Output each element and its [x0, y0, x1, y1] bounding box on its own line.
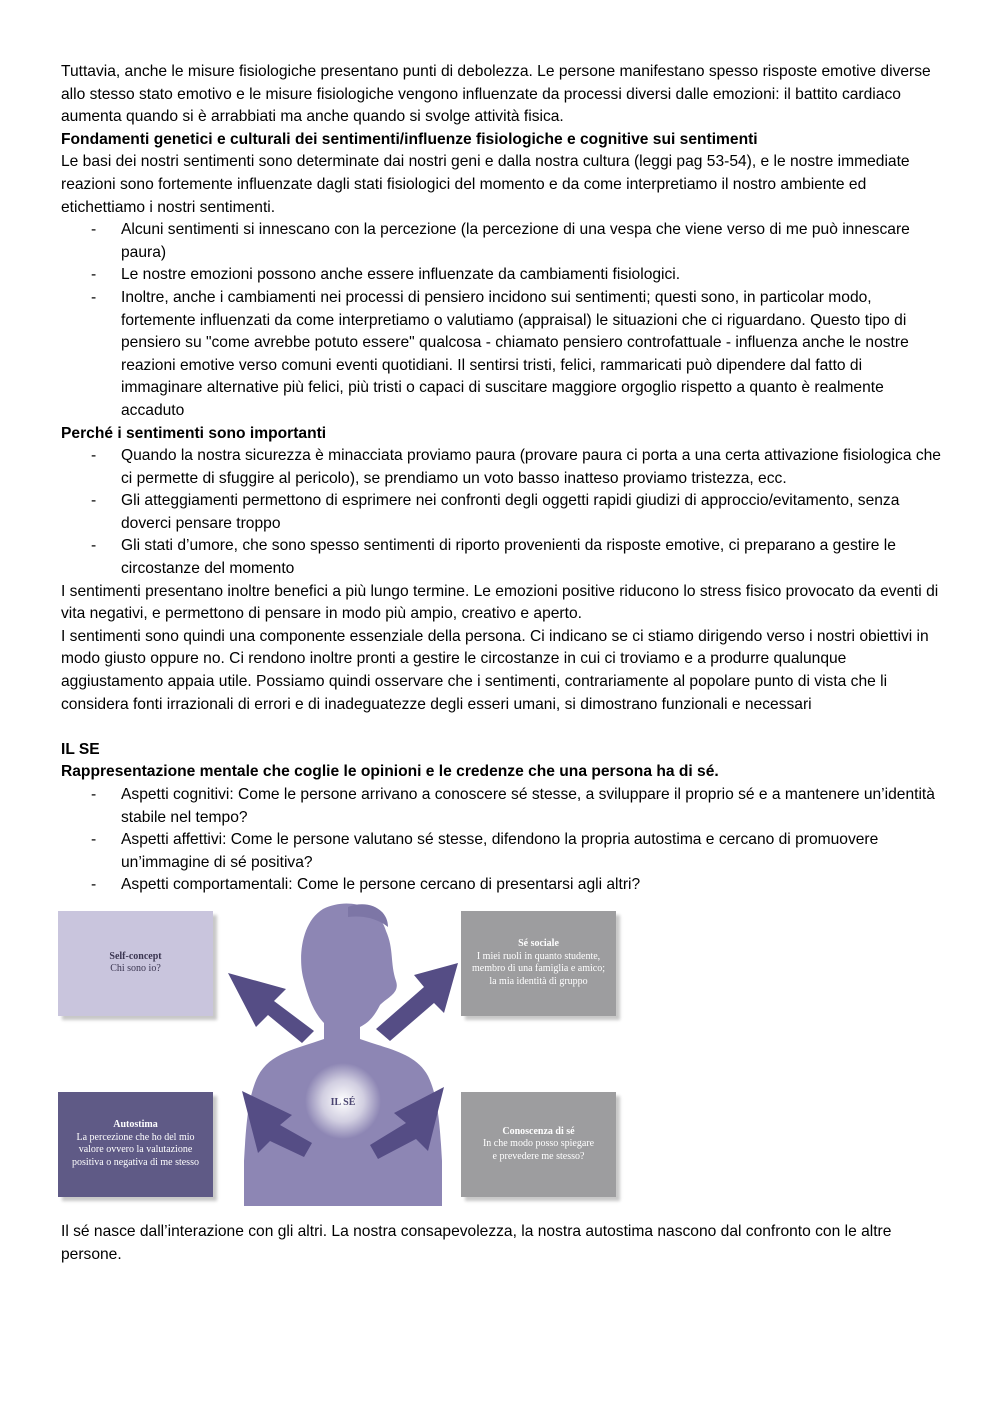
list-fondamenti — [61, 219, 941, 422]
box-title: Autostima — [113, 1119, 158, 1131]
box-text: La percezione che ho del mio — [76, 1131, 195, 1143]
box-text: I miei ruoli in quanto studente, — [476, 950, 601, 962]
box-text: positiva o negativa di me stesso — [72, 1156, 199, 1168]
person-silhouette — [244, 904, 442, 1206]
box-text: membro di una famiglia e amico; — [471, 963, 605, 975]
box-text: valore ovvero la valutazione — [78, 1144, 193, 1156]
heading-il-se: IL SE — [61, 740, 100, 758]
document-page — [61, 61, 941, 1266]
box-text: e prevedere me stesso? — [492, 1150, 585, 1162]
list-importanti — [61, 445, 941, 581]
list-item: - Alcuni sentimenti si innescano con la percezione (la percezione di una vespa che viene verso di me può innescare paura) — [61, 219, 941, 264]
heading-importanti: Perché i sentimenti sono importanti — [61, 424, 327, 442]
intro-paragraph: Tuttavia, anche le misure fisiologiche presentano punti di debolezza. Le persone manifestano spesso risposte emotive diverse allo stesso stato emotivo e le misure fisiologiche vengono influenzate da processi diversi dalle emozioni: il battito cardiaco aumenta quando si è arrabbiati ma anche quando si svolge attività fisica. — [61, 63, 931, 126]
heading-rappresentazione: Rappresentazione mentale che coglie le opinioni e le credenze che una persona ha di sé. — [61, 763, 719, 781]
box-title: Sé sociale — [518, 938, 559, 950]
box-text: la mia identità di gruppo — [489, 975, 588, 987]
list-aspetti-se — [61, 784, 941, 897]
box-text: Chi sono io? — [110, 963, 161, 975]
box-se-sociale — [461, 911, 616, 1016]
box-autostima — [58, 1092, 213, 1197]
paragraph-benefici: I sentimenti presentano inoltre benefici a più lungo termine. Le emozioni positive riducono lo stress fisico provocato da eventi di vita negativi, e permettono di pensare in modo più ampio, creativo e aperto. — [61, 582, 939, 623]
list-item: - Aspetti cognitivi: Come le persone arrivano a conoscere sé stesse, a sviluppare il proprio sé e a mantenere un’identità stabile nel tempo? — [61, 784, 941, 829]
list-item: - Gli stati d’umore, che sono spesso sentimenti di riporto provenienti da risposte emotive, ci preparano a gestire le circostanze del momento — [61, 535, 941, 580]
list-item: - Quando la nostra sicurezza è minacciata proviamo paura (provare paura ci porta a una certa attivazione fisiologica che ci permette di sfuggire al pericolo), se prendiamo un voto basso inatteso proviamo tristezza, ecc. — [61, 445, 941, 490]
spacer — [61, 716, 941, 739]
center-label: IL SÉ — [330, 1096, 356, 1108]
list-item: - Le nostre emozioni possono anche essere influenzate da cambiamenti fisiologici. — [61, 264, 941, 287]
arrow-top-left — [228, 973, 314, 1043]
paragraph-nasce: Il sé nasce dall’interazione con gli altri. La nostra consapevolezza, la nostra autostima nascono dal confronto con le altre persone. — [61, 1222, 892, 1263]
heading-fondamenti: Fondamenti genetici e culturali dei sentimenti/influenze fisiologiche e cognitive sui sentimenti — [61, 130, 758, 148]
silhouette-figure — [228, 901, 458, 1206]
box-text: In che modo posso spiegare — [482, 1138, 595, 1150]
self-diagram-figure — [58, 909, 628, 1209]
list-item: - Inoltre, anche i cambiamenti nei processi di pensiero incidono sui sentimenti; questi sono, in particolar modo, fortemente influenzati da come interpretiamo o valutiamo (appraisal) le situazioni che ci riguardano. Questo tipo di pensiero su "come avrebbe potuto essere" qualcosa - chiamato pensiero controfattuale - influenza anche le nostre reazioni emotive verso comuni eventi quotidiani. Il sentirsi tristi, felici, rammaricati può dipendere dal fatto di immaginare alternative più felici, più tristi o capaci di suscitare maggiore orgoglio rispetto a quanto è realmente accaduto — [61, 287, 941, 423]
box-title: Conoscenza di sé — [502, 1125, 575, 1137]
box-self-concept — [58, 911, 213, 1016]
paragraph-componente: I sentimenti sono quindi una componente essenziale della persona. Ci indicano se ci stiamo dirigendo verso i nostri obiettivi in modo giusto oppure no. Ci rendono inoltre pronti a gestire le circostanze in cui ci troviamo e a produrre qualunque aggiustamento appaia utile. Possiamo quindi osservare che i sentimenti, contrariamente al popolare punto di vista che li considera fonti irrazionali di errori e di inadeguatezze degli esseri umani, si dimostrano funzionali e necessari — [61, 627, 929, 713]
list-item: - Aspetti affettivi: Come le persone valutano sé stesse, difendono la propria autostima e cercano di promuovere un’immagine di sé positiva? — [61, 829, 941, 874]
paragraph-basi: Le basi dei nostri sentimenti sono determinate dai nostri geni e dalla nostra cultura (leggi pag 53-54), e le nostre immediate reazioni sono fortemente influenzate dagli stati fisiologici del momento e da come interpretiamo il nostro ambiente ed etichettiamo i nostri sentimenti. — [61, 153, 910, 216]
box-title: Self-concept — [109, 950, 162, 962]
list-item: - Aspetti comportamentali: Come le persone cercano di presentarsi agli altri? — [61, 874, 941, 897]
box-conoscenza-di-se — [461, 1092, 616, 1197]
list-item: - Gli atteggiamenti permettono di esprimere nei confronti degli oggetti rapidi giudizi di approccio/evitamento, senza doverci pensare troppo — [61, 490, 941, 535]
